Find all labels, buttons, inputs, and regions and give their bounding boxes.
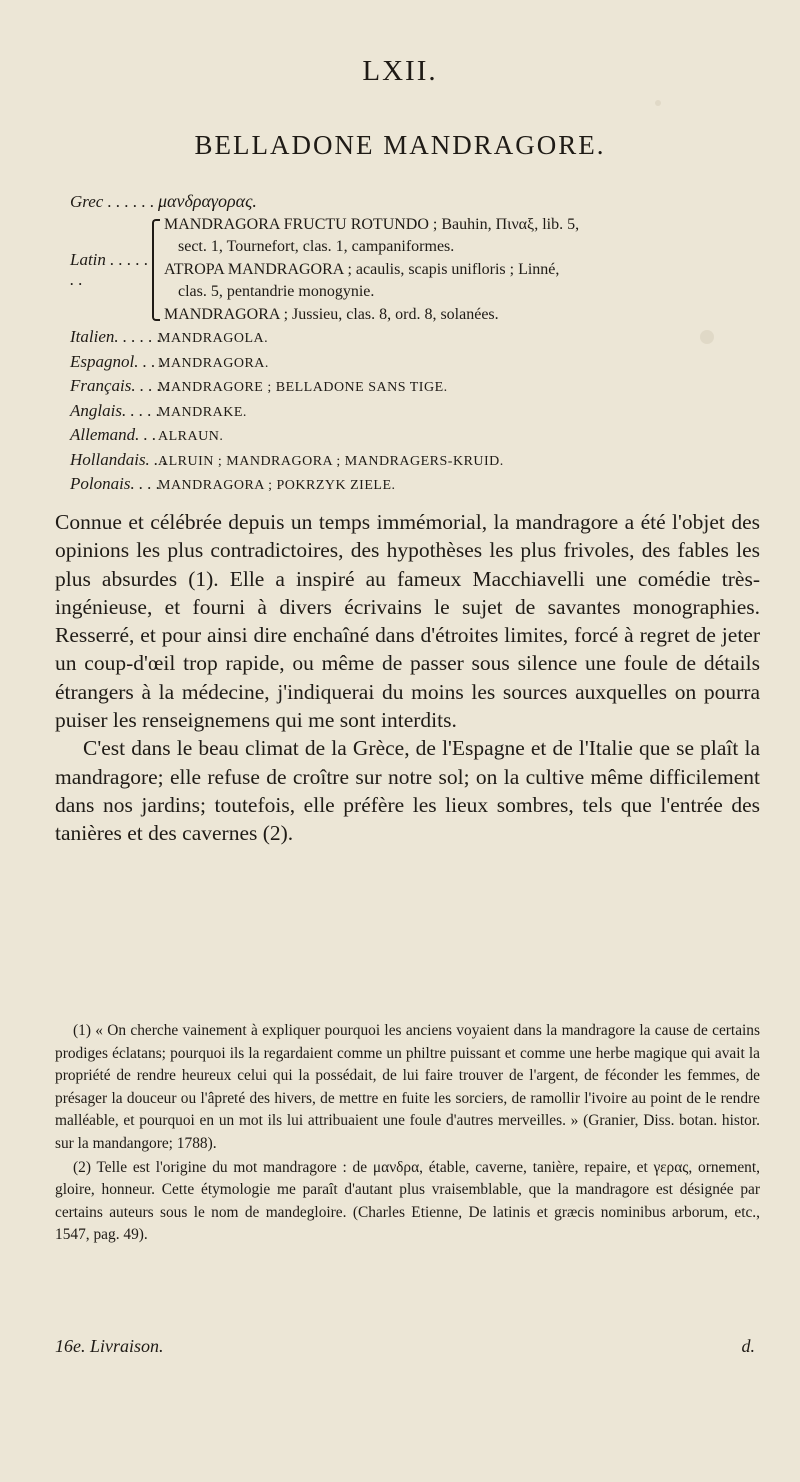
footnotes xyxy=(55,1020,760,1248)
paragraph: C'est dans le beau climat de la Grèce, de l'Espagne et de l'Italie que se plaît la mandragore; elle refuse de croître sur notre sol; on la cultive même difficilement dans nos jardins; toutefois, elle préfère les lieux sombres, tels que l'entrée des tanières et des cavernes (2). xyxy=(55,736,760,846)
signature-mark: d. xyxy=(741,1336,755,1356)
footnote: (2) Telle est l'origine du mot mandragore : de μανδρα, étable, caverne, tanière, repaire, et γερας, ornement, gloire, honneur. Cette étymologie me paraît d'autant plus vraisemblable, que la mandragore est désignée par certains auteurs sous le nom de mandegloire. (Charles Etienne, De latinis et græcis nominibus arborum, etc., 1547, pag. 49). xyxy=(55,1158,760,1244)
language-label: Hollandais. . . xyxy=(70,449,167,469)
language-label: Italien. . . . . . xyxy=(70,327,162,346)
page-footer xyxy=(55,1336,760,1357)
language-label: Espagnol. . . . xyxy=(70,351,164,371)
latin-line: sect. 1, Tournefort, clas. 1, campaniformes. xyxy=(178,238,455,255)
language-label: Anglais. . . . . xyxy=(70,400,161,420)
synonym-row-hollandais xyxy=(70,449,750,474)
page-number: LXII. xyxy=(362,55,438,87)
paragraph: Connue et célébrée depuis un temps immémorial, la mandragore a été l'objet des opinions les plus contradictoires, des hypothèses les plus frivoles, des fables les plus absurdes (1). Elle a inspiré au fameux Macchiavelli une comédie très-ingénieuse, et fourni à divers écrivains le sujet de savantes monographies. Resserré, et pour ainsi dire enchaîné dans d'étroites limites, forcé à regret de jeter un coup-d'œil trop rapide, ou même de passer sous silence une foule de détails étrangers à la médecine, j'indiquerai du moins les sources auxquelles on pourra puiser les renseignemens qui me sont interdits. xyxy=(55,510,760,733)
livraison-mark: 16e. Livraison. xyxy=(55,1336,164,1356)
synonym-value: MANDRAGORE ; BELLADONE SANS TIGE. xyxy=(158,380,448,395)
synonym-row-anglais xyxy=(70,400,750,425)
synonym-value: MANDRAKE. xyxy=(158,404,247,420)
latin-line: MANDRAGORA ; Jussieu, clas. 8, ord. 8, solanées. xyxy=(164,305,499,323)
language-label: Allemand. . . xyxy=(70,425,157,444)
synonymy-list xyxy=(70,190,750,498)
language-label: Latin . . . . . . . xyxy=(70,249,149,289)
synonym-value: MANDRAGORA ; POKRZYK ZIELE. xyxy=(158,478,396,493)
synonym-value: ALRUIN ; MANDRAGORA ; MANDRAGERS-KRUID. xyxy=(158,453,504,469)
body-text xyxy=(55,508,760,848)
synonym-row-italien xyxy=(70,326,750,351)
latin-line: clas. 5, pentandrie monogynie. xyxy=(178,283,375,300)
language-label: Français. . . . . xyxy=(70,376,170,395)
latin-line: MANDRAGORA FRUCTU ROTUNDO ; Bauhin, Πιναξ, lib. 5, xyxy=(164,215,580,233)
footnote: (1) « On cherche vainement à expliquer pourquoi les anciens voyaient dans la mandragore la cause de certains prodiges éclatans; pourquoi ils la regardaient comme un philtre puissant et comme une herbe magique qui avait la propriété de rendre heureux celui qui la possédait, de lui faire trouver de l'argent, de féconder les femmes, de présager la douceur ou l'âpreté des hivers, de mettre en fuite les sorciers, de ramollir l'ivoire au point de le rendre malléable, et pourquoi en un mot ils lui attribuaient une foule d'autres merveilles. » (Granier, Diss. botan. histor. sur la mandangore; 1788). xyxy=(55,1022,760,1152)
language-label: Grec . . . . . . . xyxy=(70,192,163,211)
synonym-row-latin xyxy=(70,214,750,327)
synonym-row-allemand xyxy=(70,424,750,449)
synonym-value: ALRAUN. xyxy=(158,429,224,444)
synonym-value: μανδραγορας. xyxy=(158,191,257,211)
synonym-row-polonais xyxy=(70,473,750,498)
synonym-row-grec xyxy=(70,190,750,214)
synonym-value: MANDRAGOLA. xyxy=(158,331,269,346)
synonym-value: MANDRAGORA. xyxy=(158,355,269,371)
synonym-row-espagnol xyxy=(70,351,750,376)
synonym-row-francais xyxy=(70,375,750,400)
brace-icon xyxy=(152,219,160,322)
language-label: Polonais. . . . xyxy=(70,474,161,493)
latin-line: ATROPA MANDRAGORA ; acaulis, scapis unifloris ; Linné, xyxy=(164,260,560,278)
latin-synonyms xyxy=(164,214,750,327)
page-title: BELLADONE MANDRAGORE. xyxy=(194,130,606,160)
